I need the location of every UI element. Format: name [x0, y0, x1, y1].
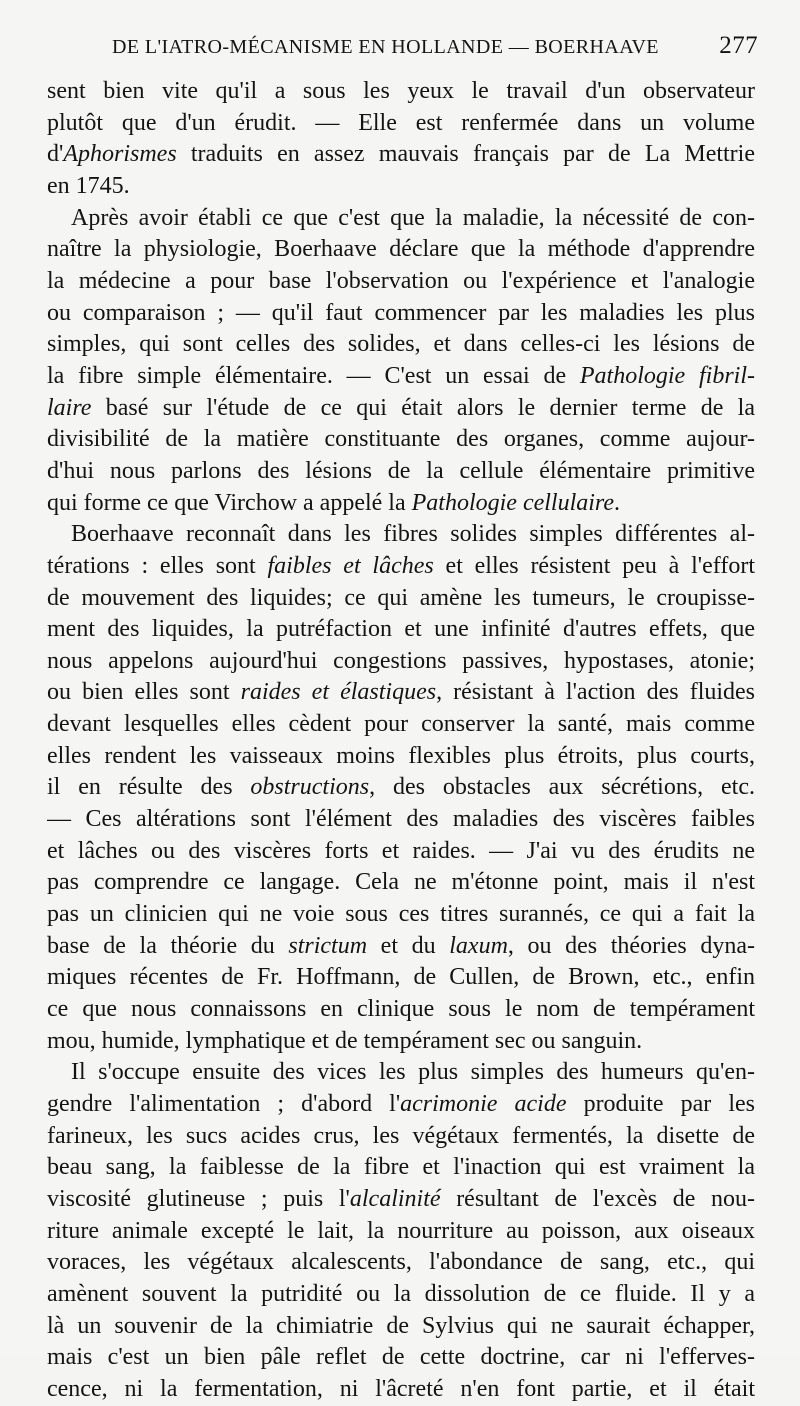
- text-segment: qui forme ce que Virchow a appelé la: [47, 489, 412, 516]
- text-segment: ou bien elles sont: [47, 679, 241, 706]
- text-segment: produite par les: [566, 1091, 755, 1117]
- text-segment: — Ces altérations sont l'élément des maladies des viscères faibles: [47, 806, 755, 833]
- text-line: [47, 329, 755, 361]
- text-segment: la médecine a pour base l'observation ou l'expérience et l'analogie: [47, 267, 755, 294]
- italic-term: obstructions: [250, 774, 370, 801]
- text-line: [47, 76, 755, 108]
- text-line: [47, 1342, 755, 1374]
- text-segment: sent bien vite qu'il a sous les yeux le travail d'un observateur: [47, 78, 755, 104]
- text-line: [47, 171, 755, 203]
- text-line: [47, 1279, 755, 1311]
- text-line: [47, 709, 755, 741]
- text-segment: plutôt que d'un érudit. — Elle est renfermée dans un volume: [47, 109, 755, 136]
- text-segment: riture animale excepté le lait, la nourriture au poisson, aux oiseaux: [47, 1217, 755, 1244]
- italic-term: strictum: [288, 932, 368, 959]
- text-line: [47, 646, 755, 678]
- text-segment: voraces, les végétaux alcalescents, l'abondance de sang, etc., qui: [47, 1249, 755, 1276]
- text-segment: et lâches ou des viscères forts et raides. — J'ai vu des érudits ne: [47, 837, 755, 864]
- text-line: [47, 931, 755, 963]
- text-line: [47, 1311, 755, 1343]
- running-title: DE L'IATRO-MÉCANISME EN HOLLANDE — BOERHAAVE: [112, 36, 659, 58]
- italic-term: laxum: [449, 932, 508, 959]
- text-line: [47, 804, 755, 836]
- text-line: [47, 1026, 755, 1058]
- text-line: [47, 1247, 755, 1279]
- text-line: [47, 488, 755, 520]
- text-segment: basé sur l'étude de ce qui était alors le dernier terme de la: [91, 394, 755, 421]
- text-line: [47, 994, 755, 1026]
- text-segment: ce que nous connaissons en clinique sous le nom de tempérament: [47, 996, 755, 1023]
- text-segment: et elles résistent peu à l'effort: [433, 552, 755, 579]
- text-segment: pas comprendre ce langage. Cela ne m'étonne point, mais il n'est: [47, 869, 755, 896]
- text-line: [47, 836, 755, 868]
- text-line: [47, 361, 755, 393]
- text-segment: naître la physiologie, Boerhaave déclare que la méthode d'apprendre: [47, 236, 755, 263]
- text-segment: nous appelons aujourd'hui congestions passives, hypostases, atonie;: [47, 647, 755, 674]
- text-segment: pas un clinicien qui ne voie sous ces titres surannés, ce qui a fait la: [47, 901, 755, 928]
- italic-term: laire: [47, 394, 92, 421]
- text-line: [47, 298, 755, 330]
- text-line: [47, 741, 755, 773]
- text-segment: térations : elles sont: [47, 552, 268, 579]
- text-segment: ou comparaison ; — qu'il faut commencer par les maladies les plus: [47, 299, 755, 326]
- text-line: [47, 1057, 755, 1089]
- text-line: [47, 1152, 755, 1184]
- text-line: [47, 867, 755, 899]
- text-line: [47, 393, 755, 425]
- text-segment: , résistant à l'action des fluides: [436, 679, 755, 706]
- text-segment: miques récentes de Fr. Hoffmann, de Cullen, de Brown, etc., enfin: [47, 964, 755, 991]
- text-line: [47, 583, 755, 615]
- text-line: [47, 1089, 755, 1121]
- text-segment: gendre l'alimentation ; d'abord l': [47, 1091, 401, 1117]
- text-line: [47, 962, 755, 994]
- text-segment: cence, ni la fermentation, ni l'âcreté n'en font partie, et il était: [47, 1375, 755, 1402]
- text-segment: ment des liquides, la putréfaction et une infinité d'autres effets, que: [47, 616, 755, 643]
- italic-term: Aphorismes: [63, 141, 177, 168]
- text-segment: farineux, les sucs acides crus, les végétaux fermentés, la disette de: [47, 1122, 755, 1149]
- text-segment: là un souvenir de la chimiatrie de Sylvius qui ne saurait échapper,: [47, 1312, 755, 1339]
- text-segment: devant lesquelles elles cèdent pour conserver la santé, mais comme: [47, 711, 755, 738]
- italic-term: Pathologie cellulaire: [411, 489, 615, 516]
- text-segment: il en résulte des: [47, 774, 251, 801]
- text-line: [47, 1374, 755, 1406]
- text-segment: la fibre simple élémentaire. — C'est un essai de: [47, 362, 580, 389]
- text-line: [47, 772, 755, 804]
- text-line: [47, 108, 755, 140]
- page-number: 277: [719, 32, 758, 59]
- running-header: [112, 32, 758, 66]
- text-segment: amènent souvent la putridité ou la dissolution de ce fluide. Il y a: [47, 1280, 755, 1307]
- text-line: [47, 234, 755, 266]
- text-segment: traduits en assez mauvais français par de La Mettrie: [176, 141, 755, 168]
- text-segment: beau sang, la faiblesse de la fibre et l'inaction qui est vraiment la: [47, 1154, 755, 1181]
- body-text: [47, 76, 755, 1406]
- text-segment: viscosité glutineuse ; puis l': [47, 1185, 350, 1212]
- text-line: [47, 424, 755, 456]
- text-segment: , ou des théories dyna-: [507, 932, 755, 959]
- text-segment: en 1745.: [47, 172, 130, 199]
- text-line: [47, 614, 755, 646]
- text-line: [47, 551, 755, 583]
- italic-term: acrimonie acide: [400, 1091, 567, 1117]
- text-segment: mais c'est un bien pâle reflet de cette doctrine, car ni l'efferves-: [47, 1344, 755, 1371]
- text-line: [47, 677, 755, 709]
- text-segment: de mouvement des liquides; ce qui amène les tumeurs, le croupisse-: [47, 584, 755, 611]
- text-segment: elles rendent les vaisseaux moins flexibles plus étroits, plus courts,: [47, 742, 755, 769]
- text-segment: résultant de l'excès de nou-: [440, 1185, 755, 1212]
- text-line: [47, 899, 755, 931]
- text-segment: .: [614, 489, 621, 516]
- text-segment: d'hui nous parlons des lésions de la cellule élémentaire primitive: [47, 457, 755, 484]
- text-segment: Boerhaave reconnaît dans les fibres solides simples différentes al-: [71, 521, 755, 548]
- text-segment: base de la théorie du: [47, 932, 289, 959]
- text-segment: Il s'occupe ensuite des vices les plus simples des humeurs qu'en-: [71, 1059, 755, 1086]
- text-line: [47, 1216, 755, 1248]
- text-segment: mou, humide, lymphatique et de tempérament sec ou sanguin.: [47, 1027, 643, 1054]
- italic-term: raides et élastiques: [240, 679, 437, 706]
- text-line: [47, 519, 755, 551]
- text-line: [47, 1121, 755, 1153]
- text-line: [47, 139, 755, 171]
- text-segment: simples, qui sont celles des solides, et dans celles-ci les lésions de: [47, 331, 755, 358]
- italic-term: alcalinité: [349, 1185, 441, 1212]
- text-line: [47, 203, 755, 235]
- text-line: [47, 266, 755, 298]
- text-segment: Après avoir établi ce que c'est que la maladie, la nécessité de con-: [71, 204, 755, 231]
- text-segment: d': [47, 141, 64, 168]
- text-segment: , des obstacles aux sécrétions, etc.: [369, 774, 755, 801]
- italic-term: faibles et lâches: [267, 552, 434, 579]
- text-segment: divisibilité de la matière constituante des organes, comme aujour-: [47, 426, 755, 453]
- italic-term: Pathologie fibril-: [579, 362, 755, 389]
- text-line: [47, 456, 755, 488]
- text-segment: et du: [367, 932, 450, 959]
- text-line: [47, 1184, 755, 1216]
